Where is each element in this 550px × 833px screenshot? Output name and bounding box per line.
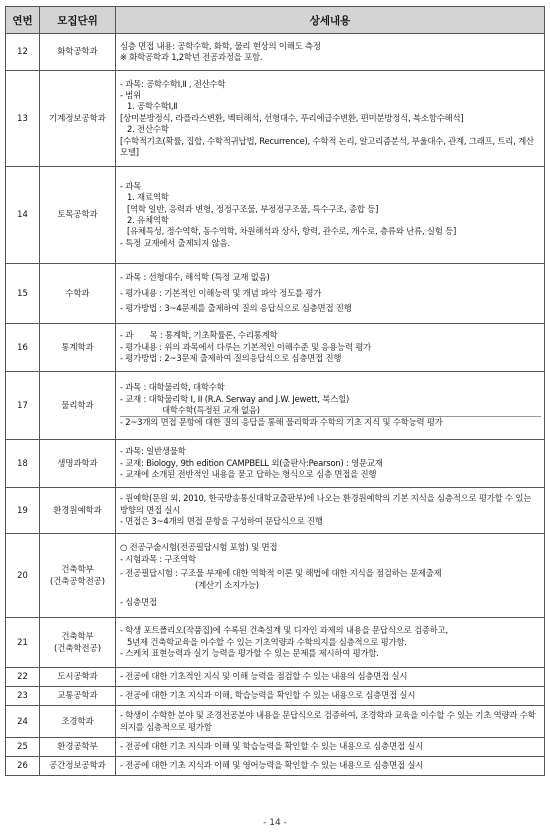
row-detail	[116, 534, 545, 618]
detail-line: - 전공에 대한 기초 지식과 이해, 학습능력을 확인할 수 있는 내용으로 심층면접 실시	[120, 690, 416, 701]
row-unit: 환경원예학과	[40, 488, 116, 534]
table-row	[6, 264, 545, 324]
admissions-detail-table	[5, 6, 545, 776]
detail-line: 1. 재료역학	[127, 192, 169, 203]
table-row	[6, 738, 545, 757]
row-unit-sub: (건축학전공)	[54, 642, 101, 653]
row-detail	[116, 167, 545, 264]
row-no: 21	[6, 618, 40, 668]
row-unit: 토목공학과	[40, 167, 116, 264]
detail-line: - 교재에 소개된 전반적인 내용을 묻고 답하는 형식으로 심층 면접을 진행	[120, 469, 377, 480]
table-row	[6, 488, 545, 534]
detail-line: ※ 화학공학과 1,2학년 전공과정을 포함.	[120, 52, 263, 62]
table-row	[6, 668, 545, 687]
row-unit: 도시공학과	[40, 668, 116, 687]
row-detail	[116, 618, 545, 668]
row-unit-sub: (건축공학전공)	[49, 575, 106, 586]
detail-line: ○ 전공구술시험(전공필답시험 포함) 및 면접	[120, 542, 278, 553]
table-row	[6, 167, 545, 264]
row-detail	[116, 264, 545, 324]
detail-line: - 과목: 일반생물학	[120, 446, 186, 457]
row-unit-cell	[40, 618, 116, 668]
row-no: 24	[6, 706, 40, 738]
detail-line: - 과목 : 대학물리학, 대학수학	[120, 382, 225, 393]
row-no: 22	[6, 668, 40, 687]
header-no: 연번	[6, 7, 40, 34]
row-detail	[116, 757, 545, 776]
detail-line: 2. 유체역학	[127, 215, 169, 225]
row-no: 13	[6, 71, 40, 167]
row-unit: 화학공학과	[40, 34, 116, 71]
row-no: 15	[6, 264, 40, 324]
row-unit: 수학과	[40, 264, 116, 324]
detail-line: - 전공에 대한 기초 지식과 이해 및 학습능력을 확인할 수 있는 내용으로 심층면접 실시	[120, 741, 424, 752]
table-row	[6, 618, 545, 668]
detail-line: - 면접은 3~4개의 면접 문항을 구성하여 문답식으로 진행	[120, 516, 323, 527]
row-detail	[116, 324, 545, 372]
table-row	[6, 757, 545, 776]
table-row	[6, 71, 545, 167]
row-detail	[116, 668, 545, 687]
detail-line: - 2~3개의 면접 문항에 대한 질의 응답을 통해 물리학과 수학의 기초 지식 및 수학능력 평가	[120, 416, 541, 428]
row-no: 25	[6, 738, 40, 757]
row-unit: 건축학부	[61, 631, 94, 642]
table-row	[6, 440, 545, 488]
row-no: 20	[6, 534, 40, 618]
header-detail: 상세내용	[116, 7, 545, 34]
detail-line: - 학생이 수학한 분야 및 조경전공분야 내용을 문답식으로 검증하여, 조경학과 교육을 이수할 수 있는 기초 역량과 수학의지를 심층적으로 평가함	[120, 710, 536, 732]
detail-line: [수학적기초(확률, 집합, 수학적귀납법, Recurrence), 수학적 논리, 알고리즘분석, 부울대수, 관계, 그래프, 트리, 계산모델]	[120, 135, 534, 158]
row-no: 14	[6, 167, 40, 264]
row-unit: 통계학과	[40, 324, 116, 372]
detail-line: - 학생 포트폴리오(작품집)에 수록된 건축설계 및 디자인 과제의 내용을 문답식으로 검증하고,	[120, 625, 448, 636]
table-header-row	[6, 7, 545, 34]
row-detail	[116, 71, 545, 167]
detail-line: 2. 전산수학	[127, 124, 169, 135]
row-no: 17	[6, 372, 40, 440]
row-no: 19	[6, 488, 40, 534]
detail-line: - 전공에 대한 기초 지식과 이해 및 영어능력을 확인할 수 있는 내용으로 심층면접 실시	[120, 760, 424, 771]
detail-line: - 시험과목 : 구조역학	[120, 553, 196, 564]
table-row	[6, 534, 545, 618]
detail-line: 대학수학(특정된 교재 없음)	[162, 405, 260, 415]
detail-line: (계산기 소지가능)	[195, 579, 259, 590]
detail-line: 심층 면접 내용: 공학수학, 화학, 물리 현상의 이해도 측정	[120, 40, 321, 51]
table-row	[6, 34, 545, 71]
detail-line: - 과목 : 선형대수, 해석학 (특정 교재 없음)	[120, 272, 270, 283]
detail-line: - 평가방법 : 2~3문제 출제하여 질의응답식으로 심층면접 진행	[120, 353, 342, 364]
header-unit: 모집단위	[40, 7, 116, 34]
row-no: 18	[6, 440, 40, 488]
row-no: 23	[6, 687, 40, 706]
detail-line: - 특정 교재에서 출제되지 않음.	[120, 237, 230, 248]
row-unit: 기계정보공학과	[40, 71, 116, 167]
row-unit: 물리학과	[40, 372, 116, 440]
detail-line: - 교재 : 대학물리학 I, II (R.A. Serway and J.W. Jewett, 북스힐)	[120, 393, 350, 404]
detail-line: [유체특성, 정수역학, 동수역학, 차원해석과 상사, 항력, 관수로, 개수로, 층류와 난류, 실험 등]	[127, 226, 457, 237]
row-detail	[116, 488, 545, 534]
row-unit: 환경공학부	[40, 738, 116, 757]
row-detail	[116, 687, 545, 706]
detail-line: - 과목	[120, 180, 142, 191]
row-unit: 교통공학과	[40, 687, 116, 706]
table-row	[6, 687, 545, 706]
row-no: 26	[6, 757, 40, 776]
detail-line: [상미분방정식, 라플라스변환, 벡터해석, 선형대수, 푸리에급수변환, 편미분방정식, 복소함수해석]	[120, 112, 464, 123]
page-number: - 14 -	[263, 818, 287, 828]
detail-line: - 원예학(문원 외, 2010, 한국방송통신대학교출판부)에 나오는 환경원예학의 기본 지식을 심층적으로 평가할 수 있는 방향의 면접 실시	[120, 493, 532, 515]
detail-line: - 평가내용 : 기본적인 이해능력 및 개념 파악 정도를 평가	[120, 287, 322, 298]
row-detail	[116, 440, 545, 488]
row-detail	[116, 34, 545, 71]
row-unit: 공간정보공학과	[40, 757, 116, 776]
row-detail	[116, 372, 545, 440]
detail-line: 1. 공학수학Ⅰ,Ⅱ	[127, 101, 178, 112]
row-detail	[116, 706, 545, 738]
row-unit: 건축학부	[61, 564, 94, 575]
detail-line: [역학 일반, 응력과 변형, 정정구조물, 부정정구조물, 특수구조, 종합 등]	[127, 203, 379, 214]
detail-line: - 교재: Biology, 9th edition CAMPBELL 외(출판사:Pearson) : 영문교재	[120, 457, 383, 468]
row-unit: 조경학과	[40, 706, 116, 738]
detail-line: - 과 목 : 통계학, 기초확률론, 수리통계학	[120, 330, 278, 341]
table-row	[6, 324, 545, 372]
detail-line: 5년제 건축학교육을 이수할 수 있는 기초역량과 수학의지를 심층적으로 평가함.	[127, 636, 407, 647]
detail-line: - 전공에 대한 기초적인 지식 및 이해 능력을 점검할 수 있는 내용의 심층면접 실시	[120, 671, 408, 682]
table-row	[6, 372, 545, 440]
table-row	[6, 706, 545, 738]
detail-line: - 스케치 표현능력과 실기 능력을 평가할 수 있는 문제를 제시하여 평가함.	[120, 648, 379, 659]
detail-line: - 평가방법 : 3~4문제를 출제하여 질의 응답식으로 심층면접 진행	[120, 303, 352, 314]
row-unit: 생명과학과	[40, 440, 116, 488]
detail-line: - 심층면접	[120, 597, 157, 608]
row-detail	[116, 738, 545, 757]
detail-line: - 평가내용 : 위의 과목에서 다루는 기본적인 이해수준 및 응용능력 평가	[120, 341, 371, 352]
row-no: 12	[6, 34, 40, 71]
detail-line: - 범위	[120, 89, 142, 100]
detail-line: - 과목: 공학수학Ⅰ,Ⅱ , 전산수학	[120, 78, 226, 89]
detail-line: - 전공필답시험 : 구조물 부재에 대한 역학적 이론 및 해법에 대한 지식을 점검하는 문제출제	[120, 568, 442, 579]
row-unit-cell	[40, 534, 116, 618]
row-no: 16	[6, 324, 40, 372]
